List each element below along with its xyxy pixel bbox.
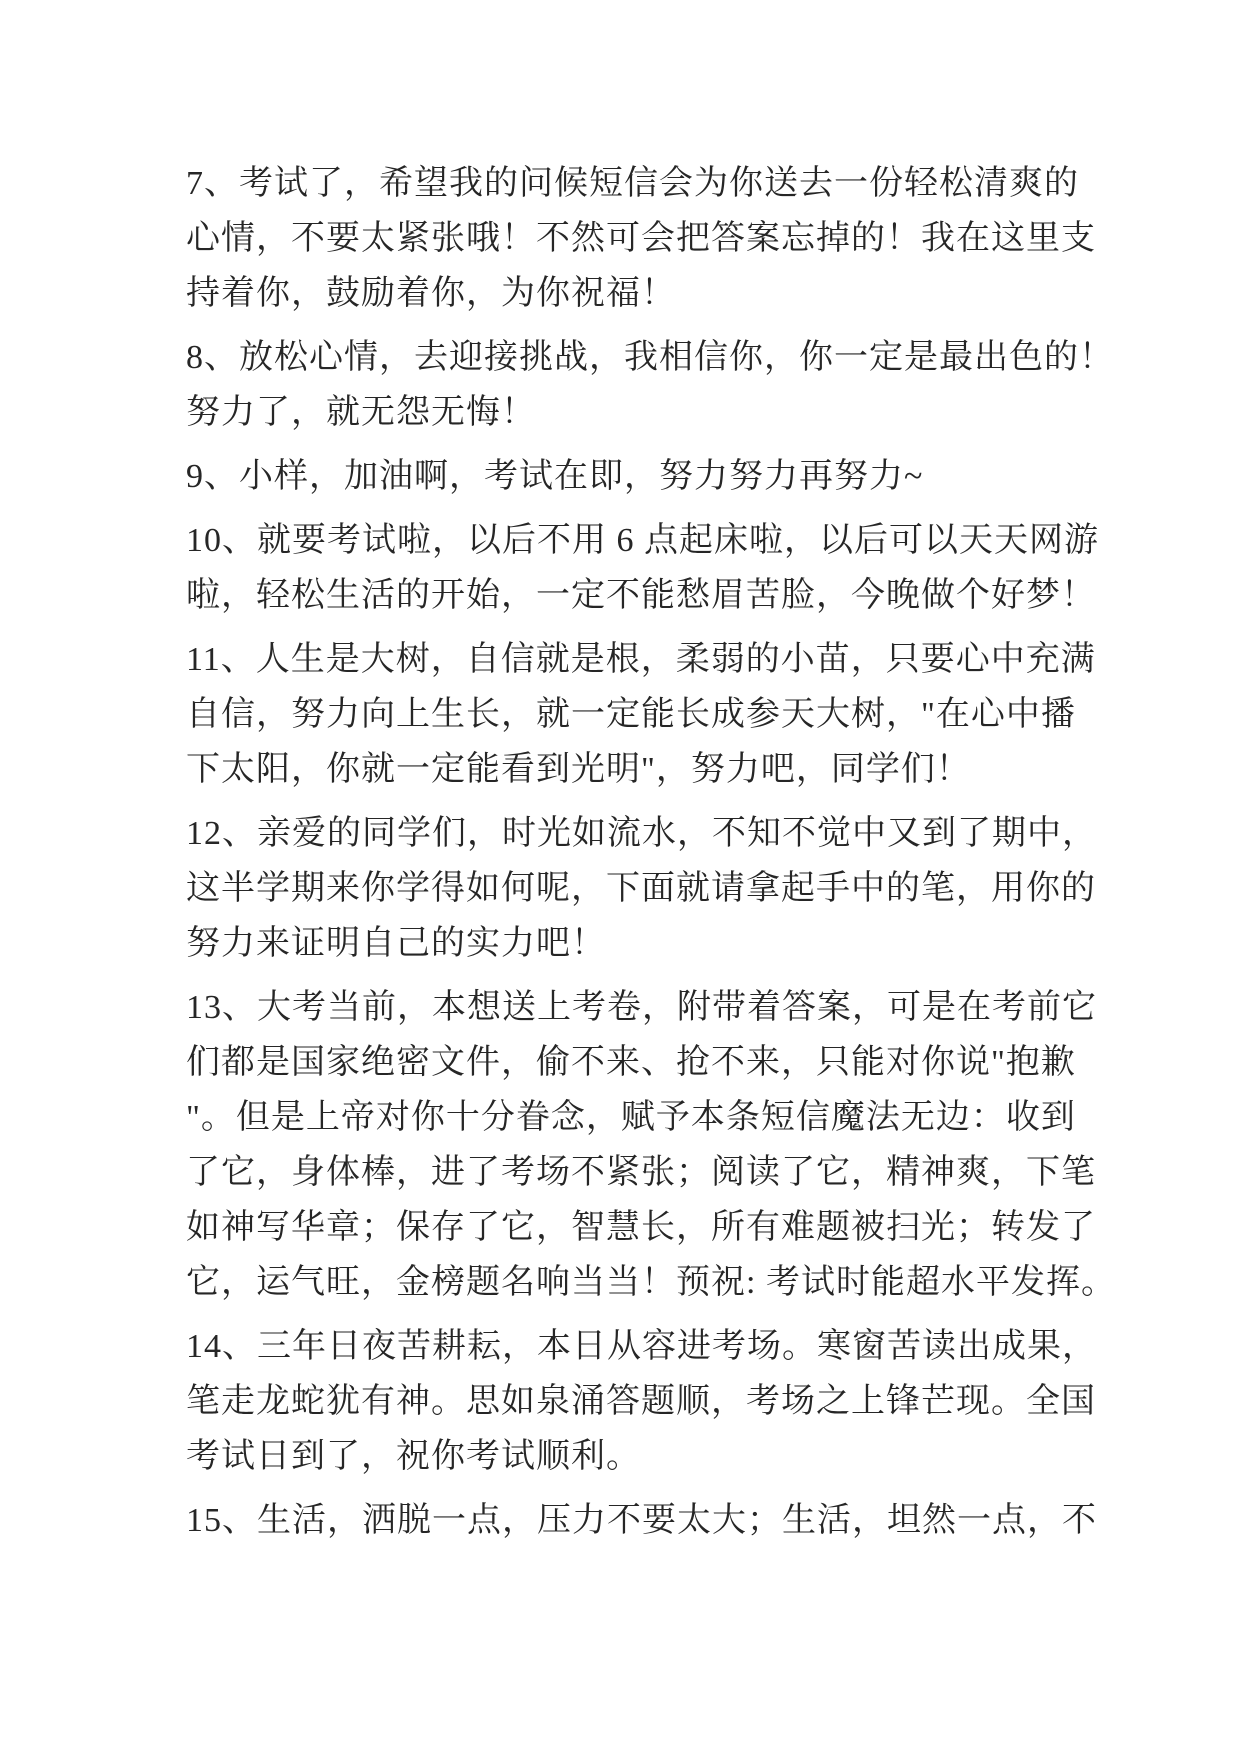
paragraph-line: 15、生活，洒脱一点，压力不要太大；生活，坦然一点，不 [186, 1502, 1097, 1539]
text-content [186, 156, 1116, 1557]
paragraph-line: 努力了，就无怨无悔！ [186, 394, 536, 431]
paragraph-line: 10、就要考试啦，以后不用 6 点起床啦，以后可以天天网游 [186, 522, 1099, 559]
paragraph-line: 心情，不要太紧张哦！不然可会把答案忘掉的！我在这里支 [186, 220, 1096, 257]
paragraph-line: 7、考试了，希望我的问候短信会为你送去一份轻松清爽的 [186, 165, 1079, 202]
paragraph-line: 14、三年日夜苦耕耘，本日从容进考场。寒窗苦读出成果， [186, 1328, 1097, 1365]
paragraph-line: 9、小样，加油啊，考试在即，努力努力再努力~ [186, 458, 924, 495]
paragraph-line: 下太阳，你就一定能看到光明"，努力吧，同学们！ [186, 751, 971, 788]
paragraph-line: 考试日到了，祝你考试顺利。 [186, 1438, 641, 1475]
paragraph-9 [186, 449, 1106, 504]
paragraph-line: 11、人生是大树，自信就是根，柔弱的小苗，只要心中充满 [186, 641, 1096, 678]
paragraph-7 [186, 156, 1106, 321]
paragraph-line: 8、放松心情，去迎接挑战，我相信你，你一定是最出色的！ [186, 339, 1114, 376]
paragraph-line: 持着你，鼓励着你，为你祝福！ [186, 275, 676, 312]
paragraph-15 [186, 1493, 1106, 1548]
paragraph-12 [186, 806, 1106, 971]
paragraph-line: 自信，努力向上生长，就一定能长成参天大树，"在心中播 [186, 696, 1076, 733]
paragraph-13 [186, 980, 1116, 1310]
paragraph-line: 努力来证明自己的实力吧！ [186, 925, 606, 962]
paragraph-line: 13、大考当前，本想送上考卷，附带着答案，可是在考前它 [186, 989, 1097, 1026]
paragraph-line: 这半学期来你学得如何呢，下面就请拿起手中的笔，用你的 [186, 870, 1096, 907]
paragraph-11 [186, 632, 1106, 797]
paragraph-line: 它，运气旺，金榜题名响当当！预祝: 考试时能超水平发挥。 [186, 1264, 1116, 1301]
paragraph-10 [186, 513, 1106, 623]
paragraph-line: 啦，轻松生活的开始，一定不能愁眉苦脸，今晚做个好梦！ [186, 577, 1096, 614]
paragraph-line: 们都是国家绝密文件，偷不来、抢不来，只能对你说"抱歉 [186, 1044, 1076, 1081]
paragraph-line: "。但是上帝对你十分眷念，赋予本条短信魔法无边：收到 [186, 1099, 1076, 1136]
paragraph-line: 了它，身体棒，进了考场不紧张；阅读了它，精神爽，下笔 [186, 1154, 1096, 1191]
paragraph-line: 如神写华章；保存了它，智慧长，所有难题被扫光；转发了 [186, 1209, 1096, 1246]
paragraph-line: 12、亲爱的同学们，时光如流水，不知不觉中又到了期中， [186, 815, 1097, 852]
paragraph-line: 笔走龙蛇犹有神。思如泉涌答题顺，考场之上锋芒现。全国 [186, 1383, 1096, 1420]
paragraph-8 [186, 330, 1114, 440]
paragraph-14 [186, 1319, 1106, 1484]
